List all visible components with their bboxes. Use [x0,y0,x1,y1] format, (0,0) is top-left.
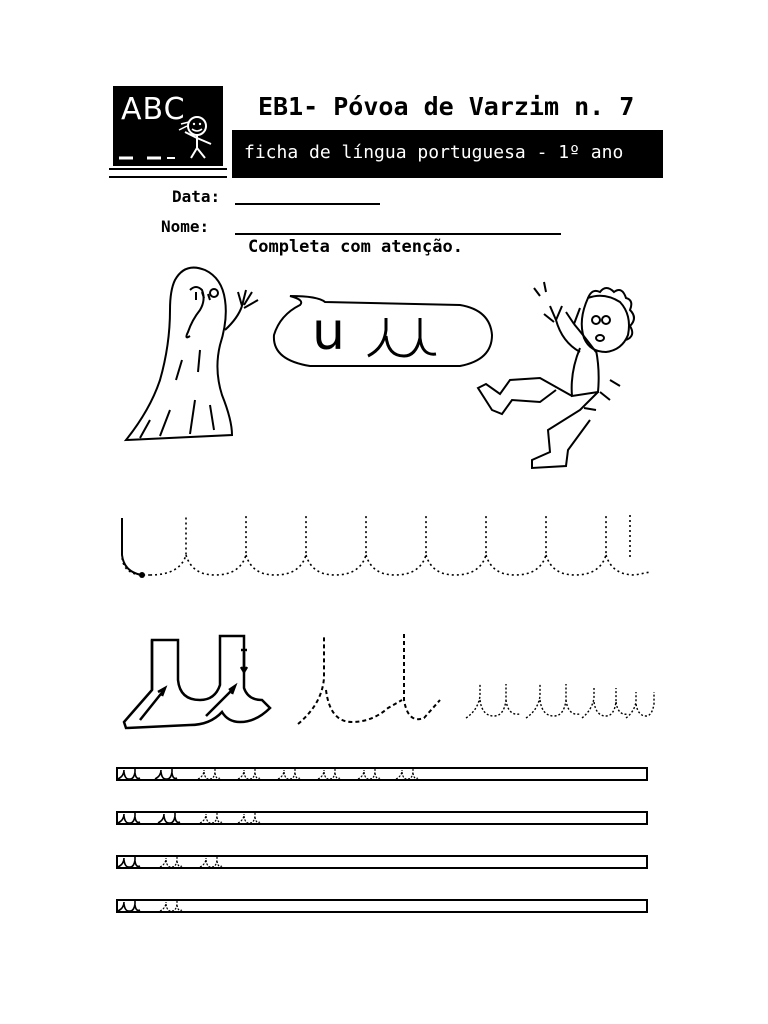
row-4-letters [118,900,140,911]
school-title: EB1- Póvoa de Varzim n. 7 [258,92,635,121]
instruction: Completa com atenção. [248,237,463,257]
subtitle: ficha de língua portuguesa - 1º ano [244,142,624,163]
row-1-dotted [198,768,418,779]
print-letter-u: u [312,302,345,362]
row-2-dotted [200,812,260,823]
row-3-letters [118,856,140,867]
date-label: Data: [172,187,221,206]
row-1-letters [118,768,177,779]
logo-text: ABC [121,92,186,127]
row-3-dotted [160,856,222,867]
row-4-dotted [160,900,182,911]
name-label: Nome: [161,217,210,236]
row-2-letters [118,812,180,823]
